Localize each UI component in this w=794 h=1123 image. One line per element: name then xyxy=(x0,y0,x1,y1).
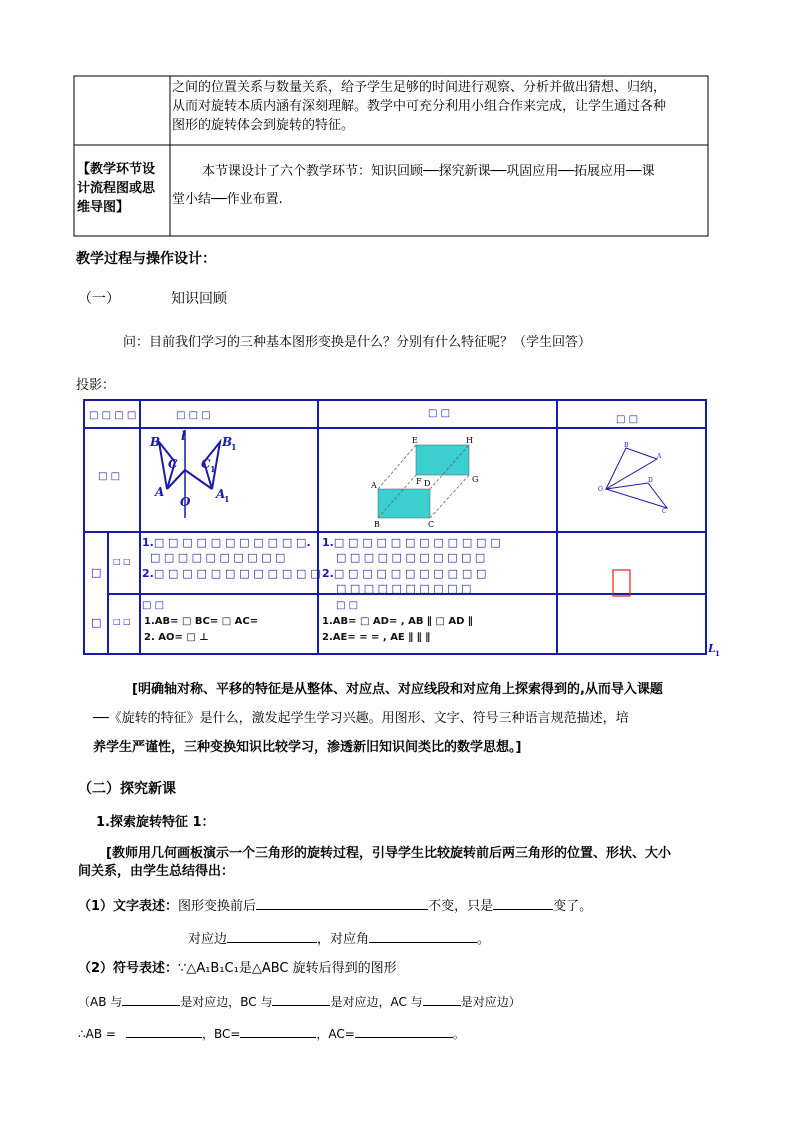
fig-sym-O: O xyxy=(180,495,191,509)
text-expression-line xyxy=(78,896,592,915)
text-expression-line2 xyxy=(188,929,490,948)
fig-tr-E: E xyxy=(412,436,418,445)
fig-sym-C1: C xyxy=(201,457,211,471)
fig-tr-C: C xyxy=(428,520,435,529)
sym-equation-2: 2. AO= □ ⊥ xyxy=(144,632,209,643)
tr-text-2b: □ □ □ □ □ □ □ □ □ □ xyxy=(336,582,472,595)
proj-header-rotation: □ □ xyxy=(616,414,639,425)
blank-ac-equals[interactable] xyxy=(355,1024,453,1038)
fig-rot-O: O xyxy=(598,486,603,493)
fig-sym-C: C xyxy=(168,457,178,471)
proj-header-transform: □ □ □ □ xyxy=(89,410,137,421)
proj-header-symmetry: □ □ □ xyxy=(176,410,211,421)
therefore-line xyxy=(78,1024,465,1042)
projection-label: 投影： xyxy=(76,378,116,393)
fig-rot-C: C xyxy=(662,508,667,515)
fig-tr-B: B xyxy=(374,520,380,529)
blank-changed[interactable] xyxy=(493,896,553,910)
therefore-p4: 。 xyxy=(452,1027,465,1041)
corner-L: L xyxy=(708,642,716,655)
section2-title: （二）探究新课 xyxy=(78,781,176,797)
blank-bc-equals[interactable] xyxy=(240,1024,316,1038)
tr-text-2: 2.□ □ □ □ □ □ □ □ □ □ □ xyxy=(322,567,487,580)
corner-L-sub: 1 xyxy=(715,649,720,658)
proj-row-feature-label-1: □ xyxy=(91,566,102,579)
top-row1-line2: 从而对旋转本质内涵有深刻理解。教学中可充分利用小组合作来完成，让学生通过各种 xyxy=(172,99,667,114)
proj-row-graph-label: □ □ xyxy=(98,471,121,482)
fig-sym-B1-sub: 1 xyxy=(231,442,237,452)
fig-rot-D: D xyxy=(648,477,653,484)
blank-ab-corr[interactable] xyxy=(122,992,180,1006)
text-expr-f: 。 xyxy=(477,932,491,947)
therefore-p3: ，AC= xyxy=(316,1027,355,1041)
blank-ac-corr[interactable] xyxy=(423,992,461,1006)
text-expr-d: 对应边 xyxy=(188,932,228,947)
text-expr-label: （1）文字表述： xyxy=(78,899,179,914)
comment-line1: [明确轴对称、平移的特征是从整体、对应点、对应线段和对应角上探索得到的,从而导入课题 xyxy=(132,682,663,697)
therefore-p2: ，BC= xyxy=(201,1027,241,1041)
paren-p1: （AB 与 xyxy=(78,995,123,1009)
teacher-line2: 间关系，由学生总结得出： xyxy=(78,864,235,879)
fig-rot-A: A xyxy=(657,453,662,460)
row2-label-line3: 维导图】 xyxy=(77,200,130,215)
fig-sym-A1-sub: 1 xyxy=(224,494,230,504)
symbol-expression-line xyxy=(78,961,397,977)
sym-expr-text: ∵△A₁B₁C₁是△ABC 旋转后得到的图形 xyxy=(178,961,397,976)
red-placeholder-box xyxy=(613,570,630,596)
proj-sub-label-1: □ □ xyxy=(113,557,131,566)
blank-bc-corr[interactable] xyxy=(272,992,330,1006)
tr-text-1b: □ □ □ □ □ □ □ □ □ □ □ xyxy=(336,551,486,564)
tr-sub: □ □ xyxy=(336,600,359,611)
sym-text-1: 1.□ □ □ □ □ □ □ □ □ □ □. xyxy=(142,536,311,549)
row2-content-line2: 堂小结──作业布置. xyxy=(172,192,283,207)
fig-sym-A1: A xyxy=(216,487,226,501)
blank-corresponding-sides[interactable] xyxy=(227,929,317,943)
sym-expr-label: （2）符号表述： xyxy=(78,961,179,976)
fig-sym-B: B xyxy=(150,435,161,449)
fig-sym-B1: B xyxy=(222,435,233,449)
tr-text-1: 1.□ □ □ □ □ □ □ □ □ □ □ □ xyxy=(322,536,501,549)
process-heading: 教学过程与操作设计： xyxy=(76,251,216,267)
text-expr-c: 变了。 xyxy=(553,899,593,914)
fig-sym-C1-sub: 1 xyxy=(210,464,216,474)
fig-tr-F: F xyxy=(416,477,422,486)
blank-ab-equals[interactable] xyxy=(126,1024,202,1038)
tr-equation-2: 2.AE= = = , AE ∥ ∥ ∥ xyxy=(322,632,431,643)
section1-number: （一） xyxy=(78,291,120,307)
sym-text-1b: □ □ □ □ □ □ □ □ □ □ xyxy=(150,551,286,564)
paren-p2: 是对应边，BC 与 xyxy=(180,995,273,1009)
sym-sub: □ □ xyxy=(142,600,165,611)
blank-corresponding-angles[interactable] xyxy=(369,929,477,943)
row2-label-line1: 【教学环节设 xyxy=(77,162,156,177)
blank-unchanged[interactable] xyxy=(256,896,428,910)
text-expr-b: 不变，只是 xyxy=(428,899,494,914)
fig-tr-D: D xyxy=(424,479,431,488)
top-row1-line1: 之间的位置关系与数量关系，给予学生足够的时间进行观察、分析并做出猜想、归纳， xyxy=(172,80,667,95)
fig-tr-G: G xyxy=(472,475,479,484)
proj-row-feature-label-2: □ xyxy=(91,616,102,629)
proj-header-translation: □ □ xyxy=(428,408,451,419)
text-expr-a: 图形变换前后 xyxy=(178,899,257,914)
text-expr-e: ，对应角 xyxy=(317,932,370,947)
paren-p3: 是对应边，AC 与 xyxy=(330,995,423,1009)
review-question: 问：目前我们学习的三种基本图形变换是什么？分别有什么特征呢？（学生回答） xyxy=(123,335,592,350)
top-row1-line3: 图形的旋转体会到旋转的特征。 xyxy=(172,118,355,133)
fig-rot-B: B xyxy=(624,442,629,449)
fig-sym-A: A xyxy=(155,485,165,499)
explore-title: 1.探索旋转特征 1： xyxy=(96,815,215,830)
section1-title: 知识回顾 xyxy=(171,291,227,307)
row2-content-line1: 本节课设计了六个教学环节：知识回顾──探究新课──巩固应用──拓展应用──课 xyxy=(202,164,655,179)
fig-tr-A: A xyxy=(371,481,377,490)
row2-label-line2: 计流程图或思 xyxy=(77,181,156,196)
sym-equation-1: 1.AB= □ BC= □ AC= xyxy=(144,616,259,627)
teacher-line1: [教师用几何画板演示一个三角形的旋转过程，引导学生比较旋转前后两三角形的位置、形状、大小 xyxy=(106,846,671,861)
therefore-p1: ∴AB = xyxy=(78,1027,116,1041)
proj-sub-label-2: □ □ xyxy=(113,617,131,626)
fig-sym-l: l xyxy=(181,429,186,443)
paren-p4: 是对应边） xyxy=(460,995,521,1009)
comment-line2: ──《旋转的特征》是什么，激发起学生学习兴趣。用图形、文字、符号三种语言规范描述，培 xyxy=(93,711,629,726)
comment-line3: 养学生严谨性，三种变换知识比较学习，渗透新旧知识间类比的数学思想。] xyxy=(93,740,522,755)
paren-line xyxy=(78,992,521,1010)
fig-tr-H: H xyxy=(466,436,473,445)
tr-equation-1: 1.AB= □ AD= , AB ∥ □ AD ∥ xyxy=(322,616,473,627)
sym-text-2: 2.□ □ □ □ □ □ □ □ □ □ □ □ xyxy=(142,567,321,580)
